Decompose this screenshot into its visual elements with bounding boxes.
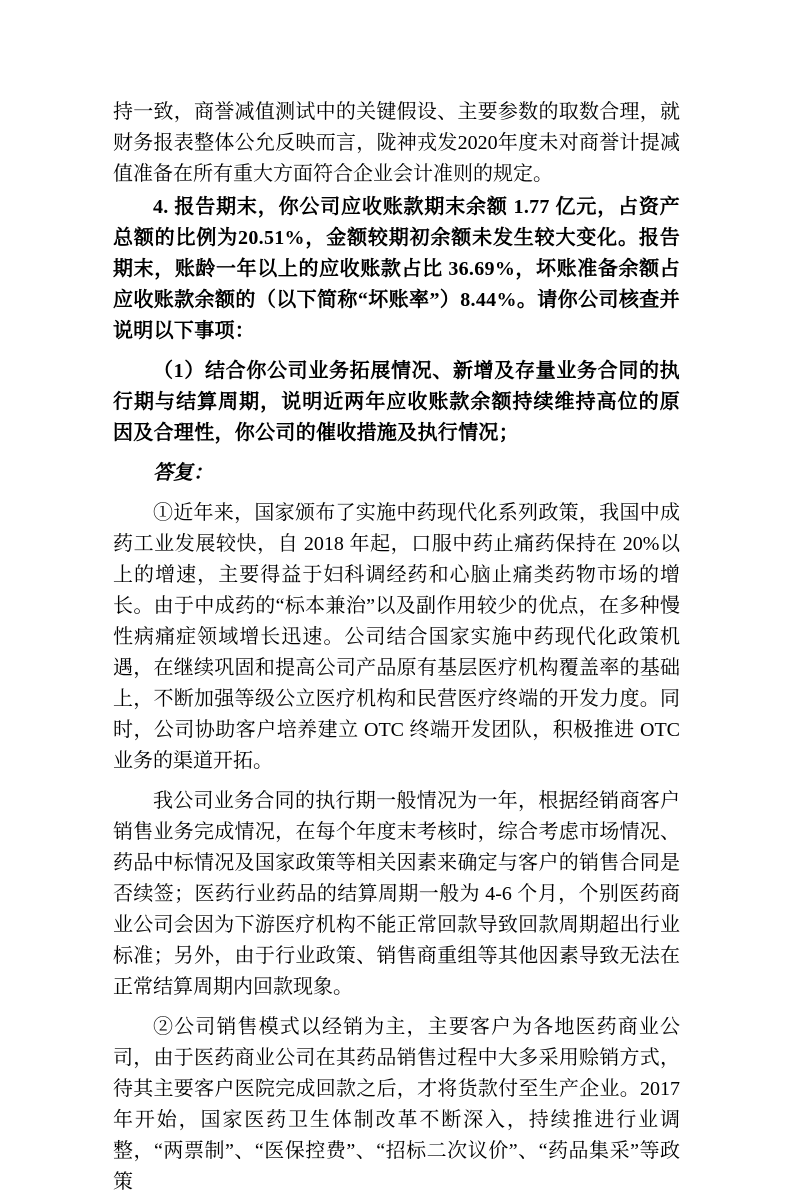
paragraph-question-4-item-1: （1）结合你公司业务拓展情况、新增及存量业务合同的执行期与结算周期，说明近两年应收账款余额持续维持高位的原因及合理性，你公司的催收措施及执行情况；: [113, 360, 680, 444]
paragraph-answer-contract-terms: 我公司业务合同的执行期一般情况为一年，根据经销商客户销售业务完成情况，在每个年度末考核时，综合考虑市场情况、药品中标情况及国家政策等相关因素来确定与客户的销售合同是否续签；医药行业药品的结算周期一般为 4-6 个月，个别医药商业公司会因为下游医疗机构不能正常回款导致回款周期超出行业标准；另外，由于行业政策、销售商重组等其他因素导致无法在正常结算周期内回款现象。: [113, 790, 680, 998]
paragraph-answer-2: ②公司销售模式以经销为主，主要客户为各地医药商业公司，由于医药商业公司在其药品销售过程中大多采用赊销方式，待其主要客户医院完成回款之后，才将货款付至生产企业。2017 年开始，国家医药卫生体制改革不断深入，持续推进行业调整，“两票制”、“医保控费”、“招标二次议价”、“药品集采”等政策: [113, 1016, 680, 1193]
paragraph-question-4: 4. 报告期末，你公司应收账款期末余额 1.77 亿元，占资产总额的比例为20.51%，金额较期初余额未发生较大变化。报告期末，账龄一年以上的应收账款占比 36.69%，坏账准备余额占应收账款余额的（以下简称“坏账率”）8.44%。请你公司核查并说明以下事项：: [113, 196, 680, 342]
paragraph-answer-1: ①近年来，国家颁布了实施中药现代化系列政策，我国中成药工业发展较快，自 2018 年起，口服中药止痛药保持在 20%以上的增速，主要得益于妇科调经药和心脑止痛类药物市场的增长。由于中成药的“标本兼治”以及副作用较少的优点，在多种慢性病痛症领域增长迅速。公司结合国家实施中药现代化政策机遇，在继续巩固和提高公司产品原有基层医疗机构覆盖率的基础上，不断加强等级公立医疗机构和民营医疗终端的开发力度。同时，公司协助客户培养建立 OTC 终端开发团队，积极推进 OTC 业务的渠道开拓。: [113, 502, 680, 772]
paragraph-goodwill-conclusion: 持一致，商誉减值测试中的关键假设、主要参数的取数合理，就财务报表整体公允反映而言，陇神戎发2020年度未对商誉计提减值准备在所有重大方面符合企业会计准则的规定。: [113, 101, 680, 185]
reply-label: 答复：: [153, 462, 213, 484]
